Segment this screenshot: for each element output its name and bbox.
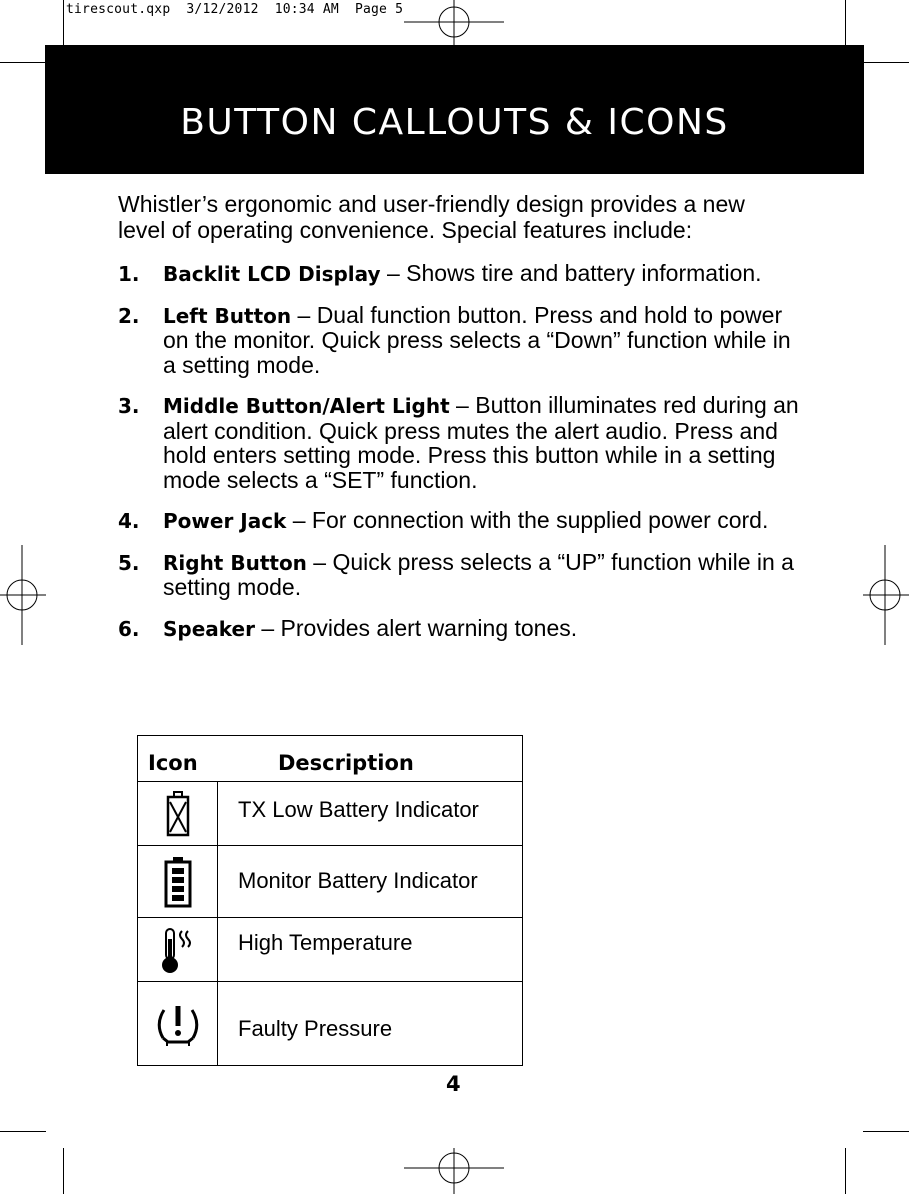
- icon-description: Faulty Pressure: [238, 1016, 393, 1041]
- item-text: – Button illuminates red during an alert condition. Quick press mutes the alert audio. Press and hold enters setting mode. Press this button while in a setting mode selects a “SET” function.: [163, 392, 799, 493]
- table-header-icon: Icon: [148, 751, 198, 775]
- icon-description: Monitor Battery Indicator: [238, 868, 478, 893]
- crop-mark: [0, 1131, 46, 1132]
- list-item: [118, 508, 808, 534]
- item-term: Middle Button/Alert Light: [163, 394, 450, 418]
- thermometer-heat-icon: [138, 918, 217, 981]
- icon-table: [137, 735, 523, 1066]
- crop-mark: [845, 1148, 846, 1194]
- registration-mark-icon: [404, 0, 504, 46]
- list-item: [118, 303, 808, 378]
- crop-mark: [863, 1131, 909, 1132]
- feature-list: [118, 261, 808, 657]
- item-text: – Dual function button. Press and hold to power on the monitor. Quick press selects a “Down” function while in a setting mode.: [163, 301, 791, 378]
- item-term: Right Button: [163, 550, 307, 575]
- item-number: 5.: [118, 550, 140, 575]
- item-text: – For connection with the supplied power cord.: [286, 507, 769, 533]
- crop-mark: [863, 62, 909, 63]
- tire-pressure-warning-icon: [138, 982, 217, 1066]
- list-item: [118, 550, 808, 600]
- item-number: 4.: [118, 509, 140, 533]
- crop-mark: [845, 0, 846, 46]
- list-item: [118, 261, 808, 287]
- title-banner: [45, 45, 864, 174]
- page-title: BUTTON CALLOUTS & ICONS: [180, 102, 729, 143]
- item-term: Backlit LCD Display: [163, 262, 381, 286]
- item-number: 6.: [118, 616, 140, 641]
- battery-icon: [138, 846, 217, 917]
- intro-paragraph: Whistler’s ergonomic and user-friendly design provides a new level of operating convenience. Special features include:: [118, 191, 745, 243]
- registration-mark-icon: [863, 545, 909, 645]
- icon-description: TX Low Battery Indicator: [238, 797, 479, 822]
- crop-mark: [63, 1148, 64, 1194]
- item-text: – Provides alert warning tones.: [254, 614, 578, 641]
- table-header-description: Description: [278, 751, 414, 775]
- icon-description: High Temperature: [238, 930, 413, 955]
- low-battery-x-icon: [138, 782, 217, 845]
- registration-mark-icon: [404, 1148, 504, 1194]
- table-column-divider: [217, 781, 218, 1065]
- item-term: Left Button: [163, 303, 292, 328]
- page-number: 4: [446, 1072, 461, 1096]
- print-slug: tirescout.qxp 3/12/2012 10:34 AM Page 5: [66, 2, 404, 17]
- crop-mark: [0, 62, 46, 63]
- item-number: 1.: [118, 262, 140, 286]
- list-item: [118, 616, 808, 642]
- item-text: – Quick press selects a “UP” function while in a setting mode.: [163, 548, 794, 600]
- registration-mark-icon: [0, 545, 46, 645]
- crop-mark: [63, 0, 64, 46]
- item-number: 2.: [118, 303, 140, 328]
- item-text: – Shows tire and battery information.: [380, 260, 762, 286]
- item-term: Speaker: [163, 616, 255, 641]
- list-item: [118, 393, 808, 492]
- item-term: Power Jack: [163, 509, 287, 533]
- item-number: 3.: [118, 394, 140, 418]
